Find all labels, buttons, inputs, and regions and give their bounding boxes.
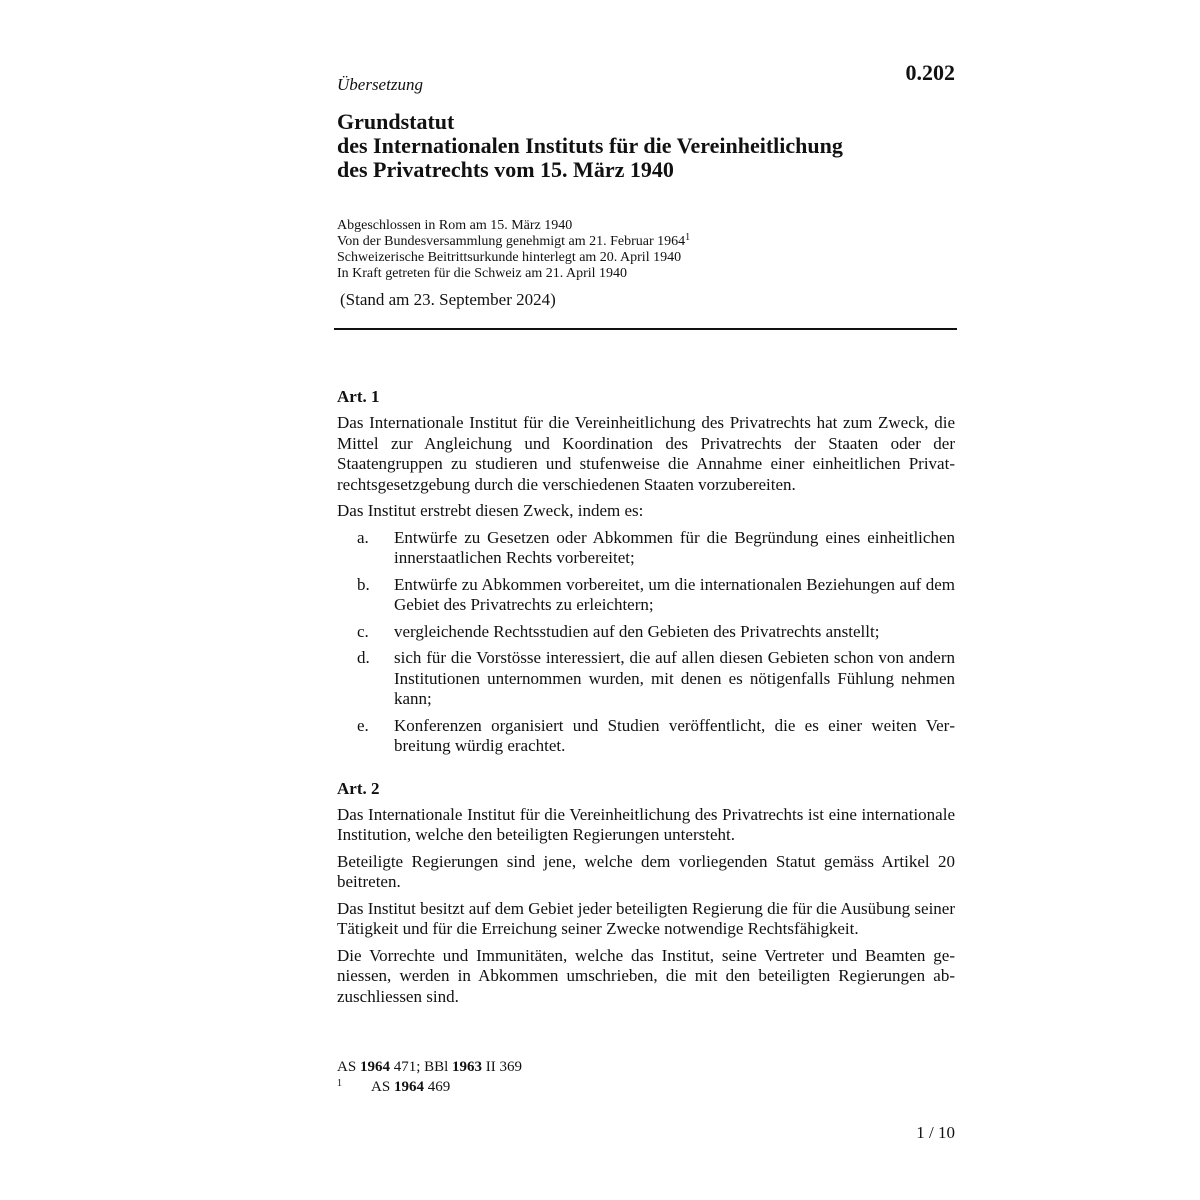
- list-item: [337, 528, 955, 569]
- document-body: [337, 387, 955, 1013]
- article-paragraph: Das Internationale Institut für die Vereinheitlichung des Privatrechts hat zum Zweck, die Mittel zur Angleichung und Koordination des Privatrechts der Staaten oder der Staatengruppen zu studieren und stufenweise die Annahme einer einheitlichen Privatrechtsgesetzgebung durch die verschiedenen Staaten vorzubereiten.: [337, 413, 955, 494]
- article-paragraph: Das Institut besitzt auf dem Gebiet jeder beteiligten Regierung die für die Ausübung seiner Tätigkeit und für die Erreichung seiner Zwecke notwendige Rechtsfähigkeit.: [337, 898, 955, 938]
- article-paragraph: Die Vorrechte und Immunitäten, welche das Institut, seine Vertreter und Beamten geniessen, werden in Abkommen umschrieben, die mit den beteiligten Regierungen abzuschliessen sind.: [337, 945, 955, 1006]
- list-marker: d.: [357, 648, 370, 667]
- list-marker: b.: [357, 574, 370, 594]
- list-marker: a.: [357, 527, 369, 547]
- source-as-year: 1964: [359, 1059, 390, 1075]
- list-item-text: sich für die Vorstösse interessiert, die auf allen diesen Gebieten schon von andern Institutionen unternommen wurden, mit denen es nötigenfalls Fühlung nehmen kann;: [394, 648, 955, 708]
- footnote-ref[interactable]: 1: [685, 232, 691, 243]
- header-divider: [334, 328, 957, 330]
- meta-approved: Von der Bundesversammlung genehmigt am 21. Februar 1964: [337, 234, 686, 249]
- article-paragraph: Beteiligte Regierungen sind jene, welche dem vorliegenden Statut gemäss Artikel 20 beitreten.: [337, 851, 955, 891]
- list-item: [337, 575, 955, 616]
- list-marker: e.: [357, 715, 369, 735]
- document-metadata: [337, 218, 690, 282]
- article-2: [337, 779, 955, 1008]
- source-reference: [337, 1057, 522, 1077]
- footnote-1: 1 AS 1964 469: [337, 1078, 451, 1095]
- article-paragraph: Das Institut erstrebt diesen Zweck, indem es:: [337, 501, 644, 520]
- title-line: des Internationalen Instituts für die Vereinheitlichung: [337, 133, 843, 158]
- source-as-page: 471; BBl: [389, 1059, 453, 1075]
- footnotes: [337, 1057, 522, 1097]
- list-item-text: Konferenzen organisiert und Studien veröffentlicht, die es einer weiten Verbreitung würdig erachtet.: [394, 715, 955, 755]
- article-heading: Art. 2: [337, 778, 380, 798]
- source-bbl-rest: II 369: [482, 1059, 523, 1075]
- meta-deposited: Schweizerische Beitrittsurkunde hinterlegt am 20. April 1940: [337, 250, 682, 265]
- article-1: [337, 387, 955, 757]
- article-heading: Art. 1: [337, 387, 380, 406]
- source-as-prefix: AS: [337, 1059, 360, 1075]
- meta-in-force: In Kraft getreten für die Schweiz am 21. April 1940: [337, 266, 628, 281]
- list-item: [337, 622, 955, 643]
- list-item: [337, 716, 955, 757]
- footnote-year: 1964: [393, 1079, 424, 1095]
- sr-number: 0.202: [905, 60, 955, 85]
- footnote-prefix: AS: [371, 1079, 394, 1095]
- list-item-text: Entwürfe zu Gesetzen oder Abkommen für die Begründung eines einheitlichen innerstaatlichen Rechts vorbereitet;: [394, 527, 955, 567]
- footnote-page: 469: [423, 1079, 451, 1095]
- article-paragraph: Das Internationale Institut für die Vereinheitlichung des Privatrechts ist eine internationale Institution, welche den beteiligten Regierungen untersteht.: [337, 804, 955, 844]
- meta-approved-line: [337, 234, 690, 250]
- document-title: [337, 110, 955, 182]
- list-marker: c.: [357, 621, 369, 641]
- translation-label: Übersetzung: [337, 75, 423, 94]
- title-line: Grundstatut: [337, 109, 455, 134]
- document-page: [337, 60, 955, 1150]
- list-item: [337, 648, 955, 710]
- list-item-text: vergleichende Rechtsstudien auf den Gebieten des Privatrechts anstellt;: [394, 621, 880, 641]
- status-date: (Stand am 23. September 2024): [340, 290, 556, 309]
- list-item-text: Entwürfe zu Abkommen vorbereitet, um die internationalen Beziehungen auf dem Gebiet des Privatrechts zu erleichtern;: [394, 574, 955, 614]
- source-bbl-year: 1963: [452, 1059, 483, 1075]
- article-list: [337, 528, 955, 757]
- meta-concluded: Abgeschlossen in Rom am 15. März 1940: [337, 218, 573, 233]
- page-number: 1 / 10: [916, 1123, 955, 1142]
- title-line: des Privatrechts vom 15. März 1940: [337, 157, 674, 182]
